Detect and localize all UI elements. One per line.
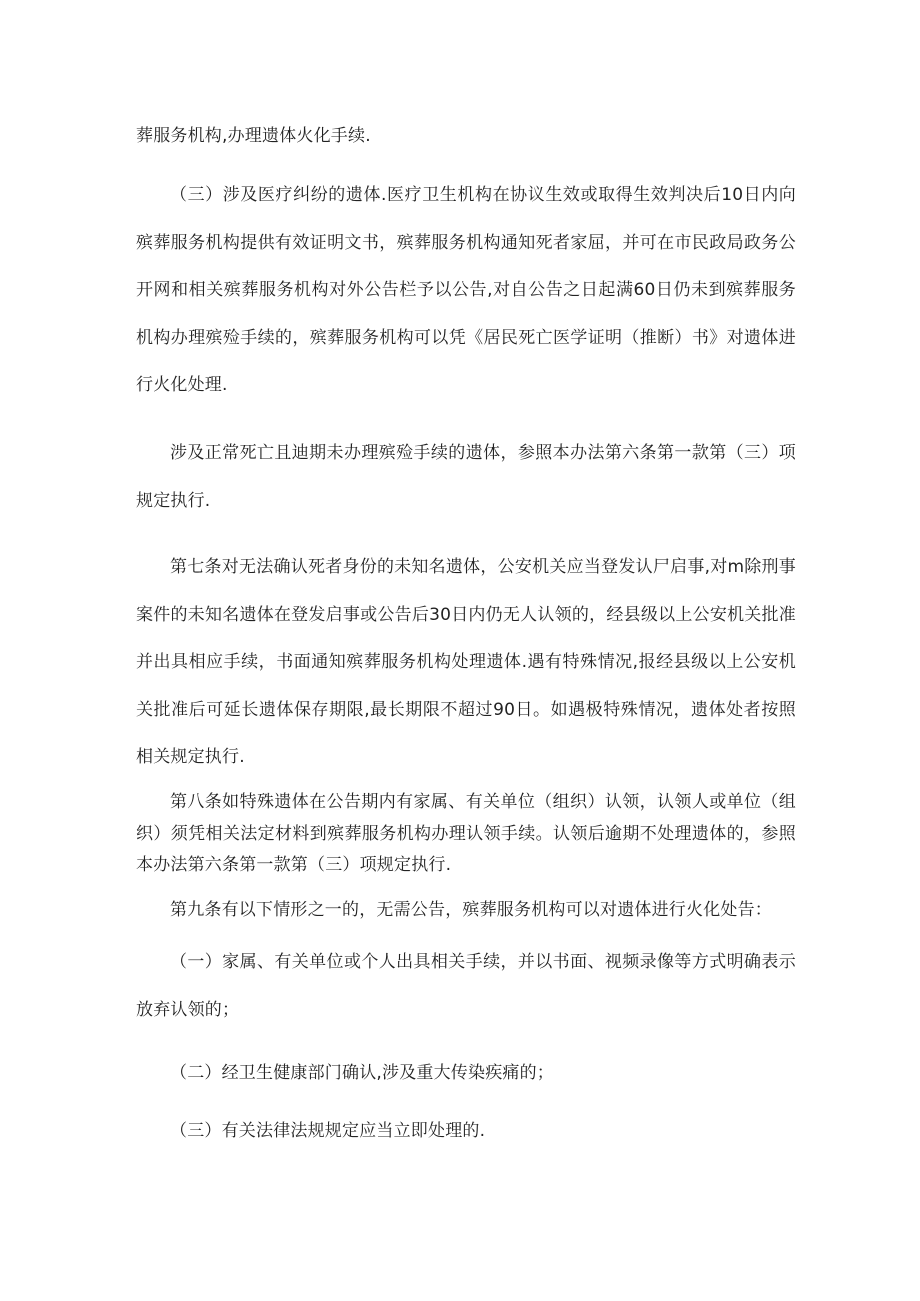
paragraph-article-8: 第八条如特殊遗体在公告期内有家属、有关单位（组织）认领，认领人或单位（组织）须凭相关法定材料到殡葬服务机构办理认领手续。认领后逾期不处理遗体的，参照本办法第六条第一款第（三）项规定执行. [136,792,796,875]
paragraph-article-7: 第七条对无法确认死者身份的未知名遗体，公安机关应当登发认尸启事,对m除刑事案件的未知名遗体在登发启事或公告后30日内仍无人认领的，经县级以上公安机关批准并出具相应手续，书面通知殡葬服务机构处理遗体.遇有特殊情况,报经县级以上公安机关批准后可延长遗体保存期限,最长期限不超过90日。如遇极特殊情况，遗体处者按照相关规定执行. [136,557,796,768]
paragraph-article-9-item-3: （三）有关法律法规规定应当立即处理的. [170,1121,486,1141]
paragraph-normal-death: 涉及正常死亡且迪期未办理殡殓手续的遗体，参照本办法第六条第一款第（三）项规定执行. [136,443,796,511]
paragraph-article-9-item-1: （一）家属、有关单位或个人出具相关手续，并以书面、视频录像等方式明确表示放弃认领的； [136,952,796,1020]
paragraph-article-9: 第九条有以下情形之一的，无需公告，殡葬服务机构可以对遗体进行火化处告： [170,900,772,920]
paragraph-continuation: 葬服务机构,办理遗体火化手续. [136,126,371,146]
paragraph-article-9-item-2: （二）经卫生健康部门确认,涉及重大传染疾痛的； [170,1063,555,1083]
paragraph-item-3-medical-dispute: （三）涉及医疗纠纷的遗体.医疗卫生机构在协议生效或取得生效判决后10日内向殡葬服务机构提供有效证明文书，殡葬服务机构通知死者家屈，并可在市民政局政务公开网和相关殡葬服务机构对外公告栏予以公告,对自公告之日起满60日仍未到殡葬服务机构办理殡殓手续的，殡葬服务机构可以凭《居民死亡医学证明（推断）书》对遗体进行火化处理. [136,185,796,396]
